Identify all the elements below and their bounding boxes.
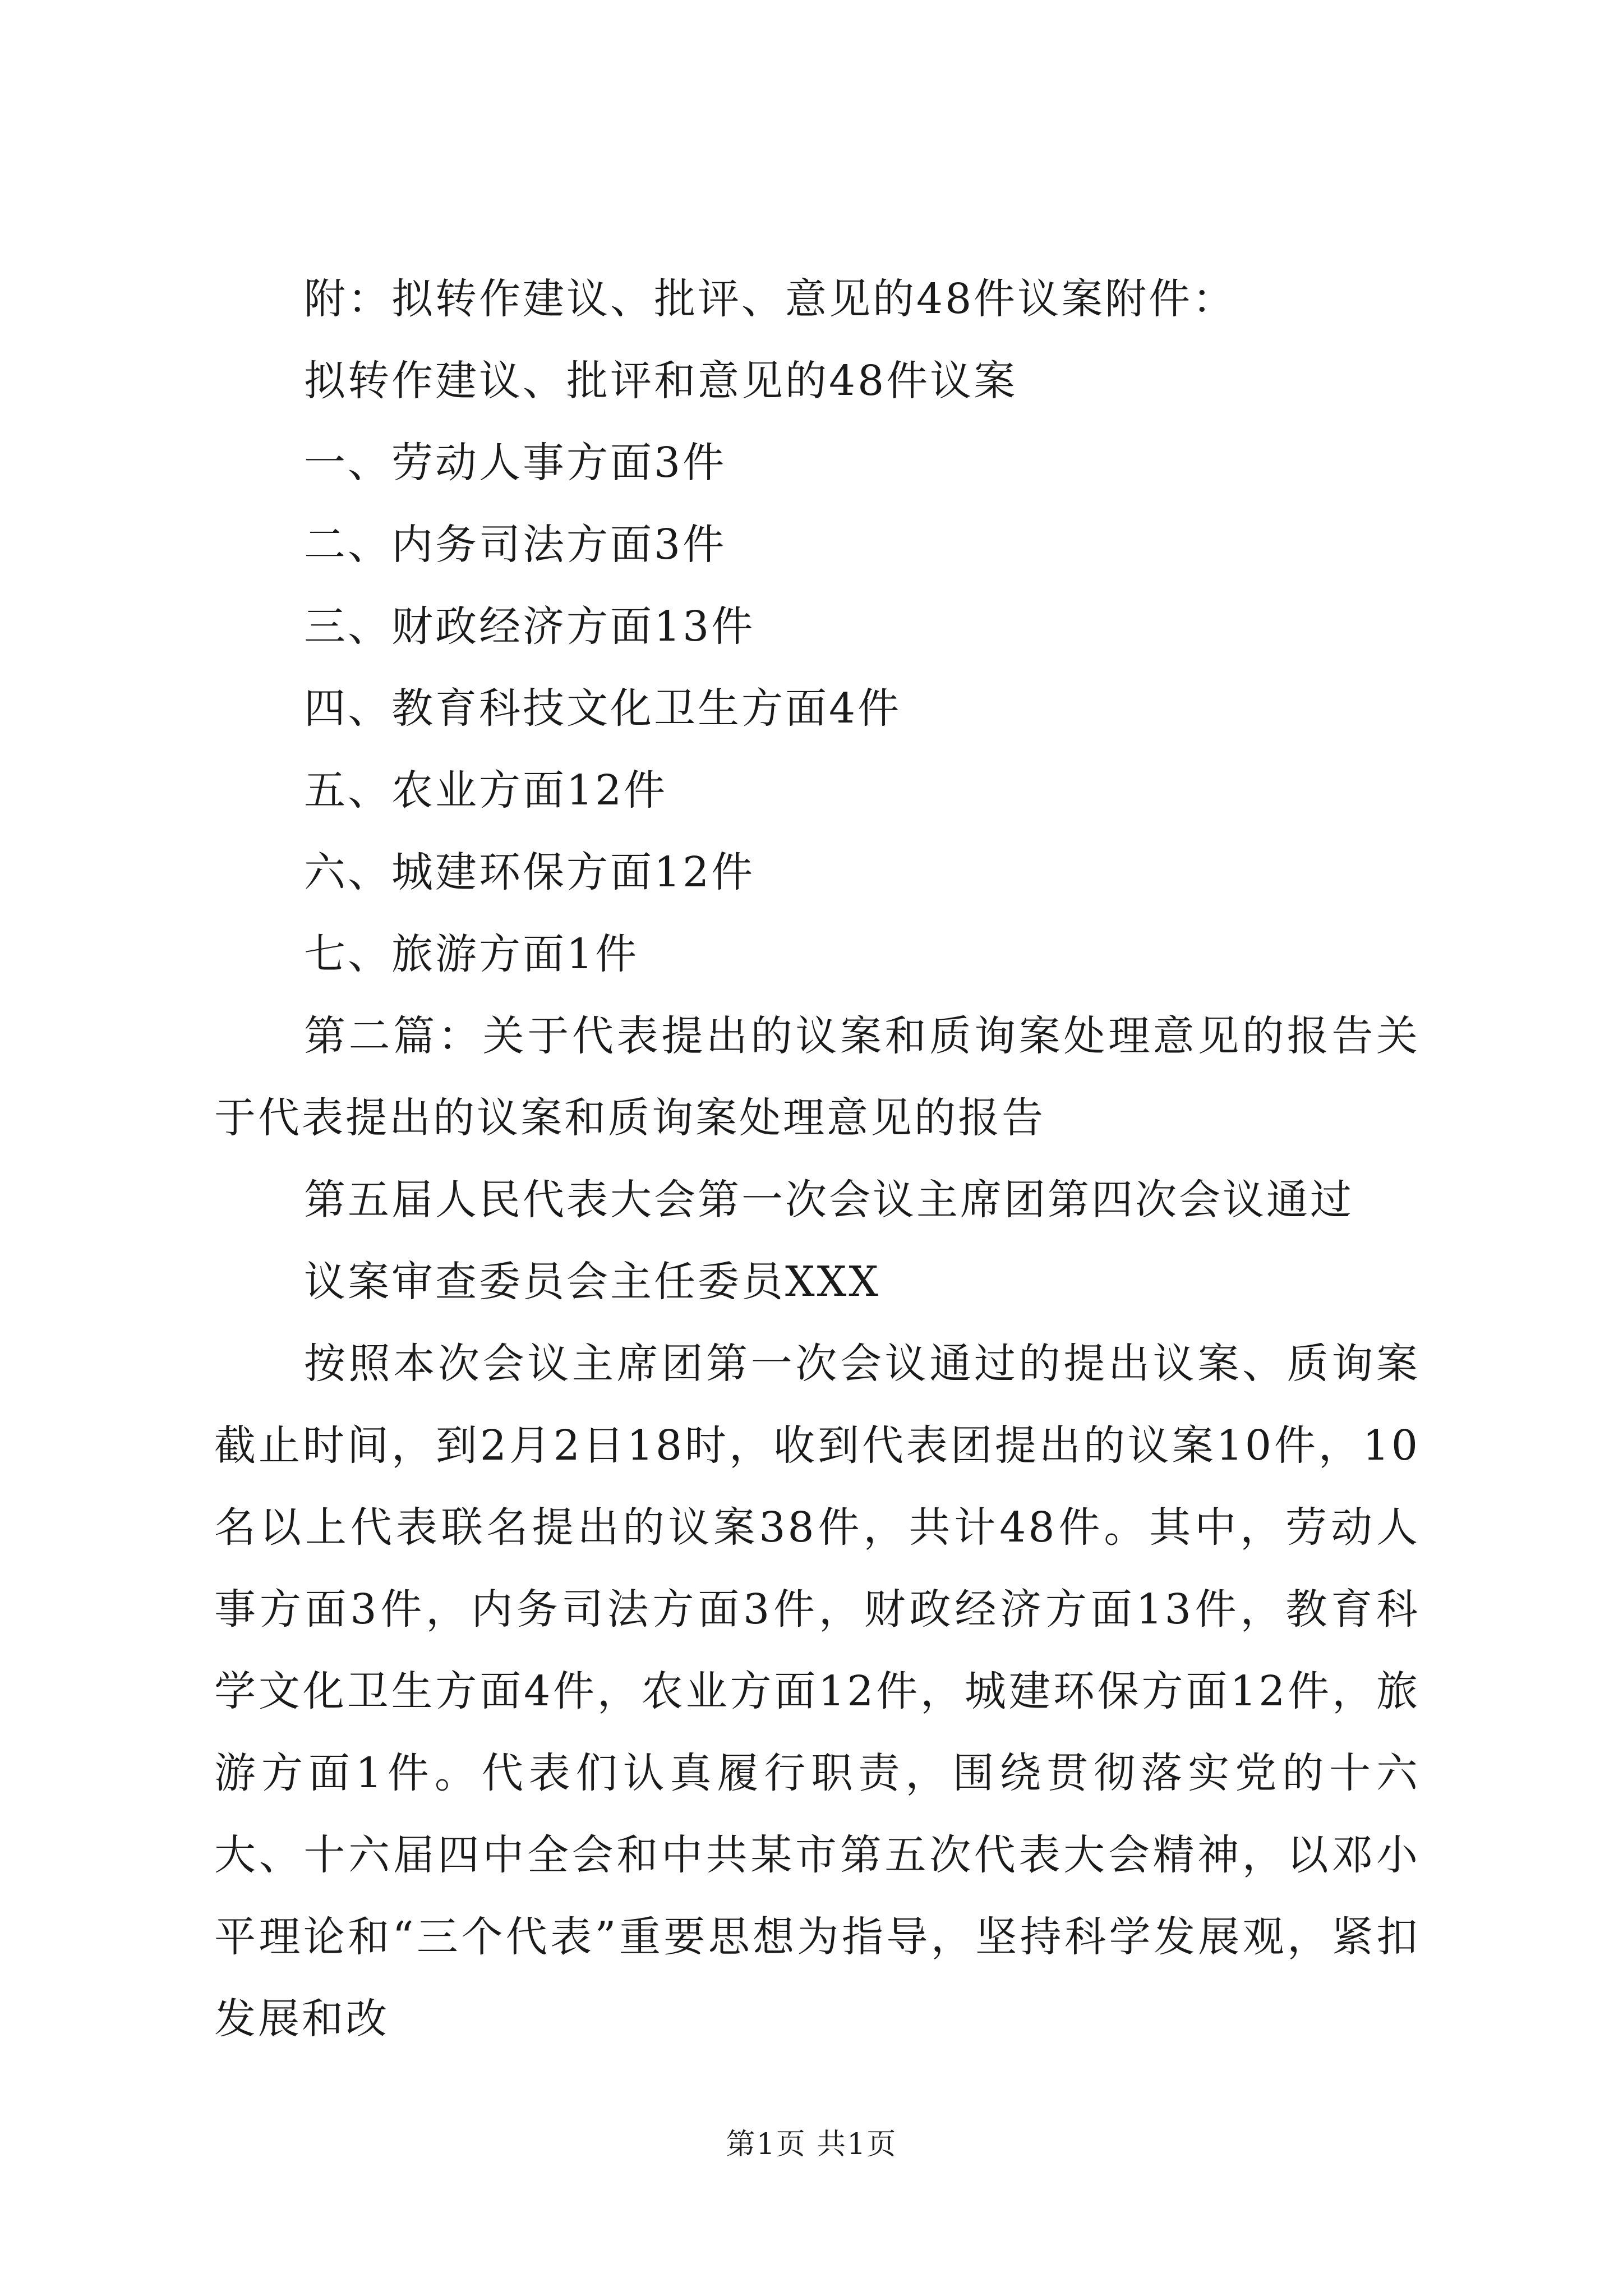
list-item: 二、内务司法方面3件: [304, 521, 727, 569]
list-item: 六、城建环保方面12件: [304, 848, 755, 896]
committee-subtitle: 议案审查委员会主任委员XXX: [304, 1258, 881, 1306]
list-item: 四、教育科技文化卫生方面4件: [304, 684, 902, 733]
list-item: 三、财政经济方面13件: [304, 602, 755, 651]
attachment-intro-line: 附：拟转作建议、批评、意见的48件议案附件：: [304, 275, 1237, 323]
document-body: [214, 258, 1420, 2060]
meeting-subtitle: 第五届人民代表大会第一次会议主席团第四次会议通过: [304, 1176, 1354, 1224]
list-item: 一、劳动人事方面3件: [304, 439, 727, 487]
list-item: 五、农业方面12件: [304, 766, 668, 815]
attachment-title-line: 拟转作建议、批评和意见的48件议案: [304, 357, 1018, 405]
body-paragraph: 按照本次会议主席团第一次会议通过的提出议案、质询案截止时间，到2月2日18时，收到代表团提出的议案10件，10名以上代表联名提出的议案38件，共计48件。其中，劳动人事方面3件，内务司法方面3件，财政经济方面13件，教育科学文化卫生方面4件，农业方面12件，城建环保方面12件，旅游方面1件。代表们认真履行职责，围绕贯彻落实党的十六大、十六届四中全会和中共某市第五次代表大会精神，以邓小平理论和“三个代表”重要思想为指导，坚持科学发展观，紧扣发展和改: [214, 1340, 1420, 2043]
page-footer: 第1页 共1页: [726, 2128, 897, 2161]
list-item: 七、旅游方面1件: [304, 930, 639, 978]
section-title: 第二篇：关于代表提出的议案和质询案处理意见的报告关于代表提出的议案和质询案处理意见的报告: [214, 1012, 1420, 1142]
